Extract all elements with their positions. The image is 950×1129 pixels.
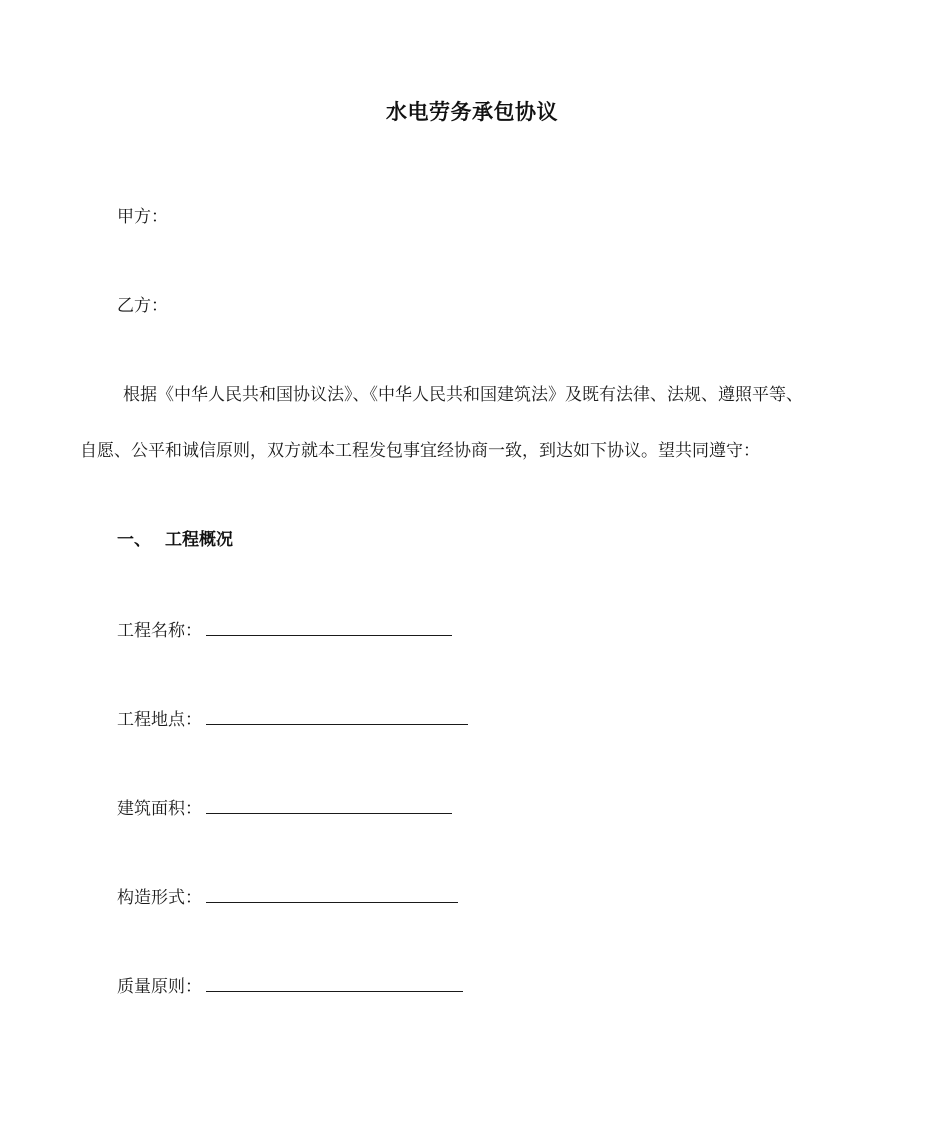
party-a-label: 甲方： — [117, 207, 168, 227]
fill-in-blank — [206, 973, 463, 992]
section-heading — [117, 528, 233, 552]
section-number: 一、 — [117, 530, 151, 550]
field-label: 质量原则： — [117, 977, 202, 997]
field-building-area — [117, 795, 452, 821]
fill-in-blank — [206, 706, 468, 725]
field-project-location — [117, 706, 468, 732]
field-structure-type — [117, 884, 458, 910]
field-label: 工程名称： — [117, 621, 202, 641]
party-b-label: 乙方： — [117, 296, 168, 316]
document-title: 水电劳务承包协议 — [386, 100, 558, 124]
fill-in-blank — [206, 617, 452, 636]
field-label: 构造形式： — [117, 888, 202, 908]
intro-paragraph-line-1: 根据《中华人民共和国协议法》、《中华人民共和国建筑法》及既有法律、法规、遵照平等、 — [123, 385, 803, 405]
field-label: 建筑面积： — [117, 799, 202, 819]
field-project-name — [117, 617, 452, 643]
field-label: 工程地点： — [117, 710, 202, 730]
intro-paragraph-line-2: 自愿、公平和诚信原则，双方就本工程发包事宜经协商一致，到达如下协议。望共同遵守： — [80, 441, 760, 461]
section-title: 工程概况 — [165, 530, 233, 550]
fill-in-blank — [206, 795, 452, 814]
field-quality-standard — [117, 973, 463, 999]
fill-in-blank — [206, 884, 458, 903]
